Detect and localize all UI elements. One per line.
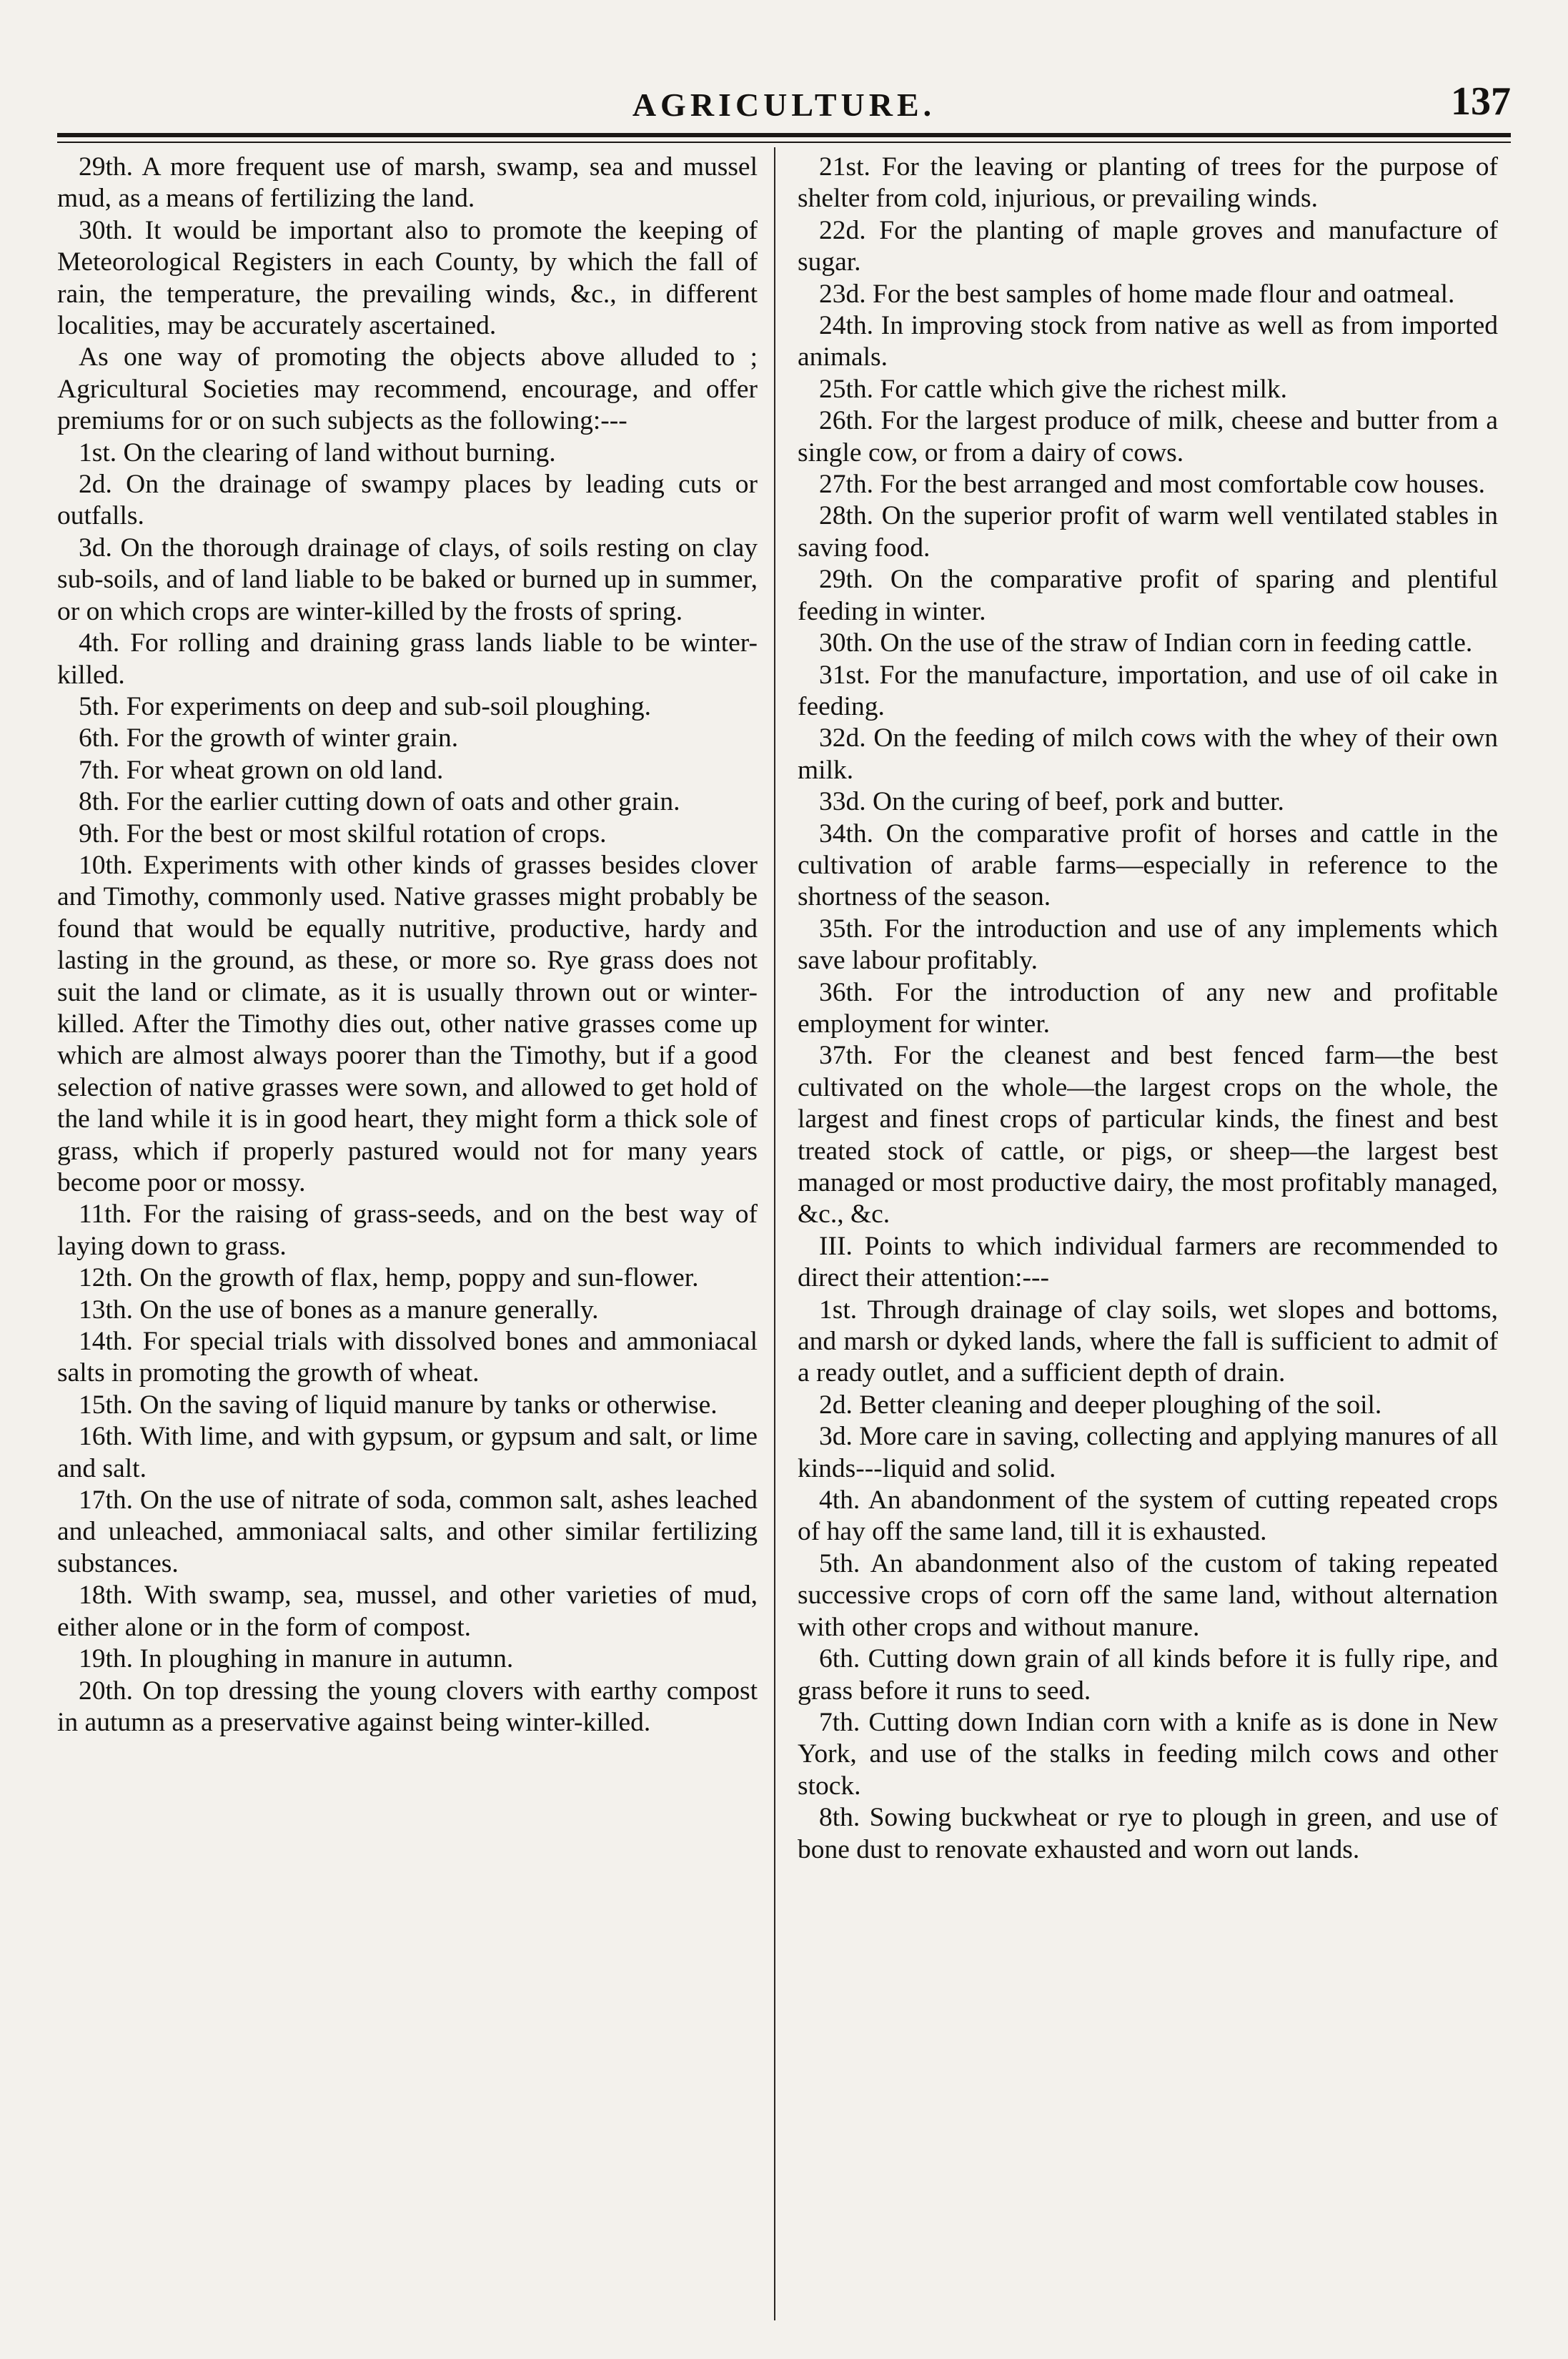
left-column: [57, 152, 758, 1739]
list-item: 8th. Sowing buckwheat or rye to plough in green, and use of bone dust to renovate exhausted and worn out lands.: [798, 1803, 1498, 1864]
list-item: 34th. On the comparative profit of horses and cattle in the cultivation of arable farms—especially in reference to the shortness of the season.: [798, 819, 1498, 912]
list-item: 7th. Cutting down Indian corn with a knife as is done in New York, and use of the stalks in feeding milch cows and other stock.: [798, 1707, 1498, 1801]
list-item: 26th. For the largest produce of milk, cheese and butter from a single cow, or from a dairy of cows.: [798, 406, 1498, 468]
header-rule-thick: [57, 133, 1511, 137]
list-item: 30th. On the use of the straw of Indian corn in feeding cattle.: [819, 628, 1473, 658]
list-item: 32d. On the feeding of milch cows with the whey of their own milk.: [798, 723, 1498, 785]
list-item: 29th. On the comparative profit of sparing and plentiful feeding in winter.: [798, 565, 1498, 626]
list-item: 4th. An abandonment of the system of cutting repeated crops of hay off the same land, till it is exhausted.: [798, 1485, 1498, 1547]
list-item: 21st. For the leaving or planting of trees for the purpose of shelter from cold, injurious, or prevailing winds.: [798, 152, 1498, 214]
list-item: 9th. For the best or most skilful rotation of crops.: [79, 819, 607, 849]
list-item: 17th. On the use of nitrate of soda, common salt, ashes leached and unleached, ammoniacal salts, and other similar fertilizing substances.: [57, 1485, 758, 1578]
list-item: 22d. For the planting of maple groves and manufacture of sugar.: [798, 215, 1498, 277]
list-item: 19th. In ploughing in manure in autumn.: [79, 1644, 514, 1674]
list-item: 25th. For cattle which give the richest milk.: [819, 374, 1288, 404]
list-item: 36th. For the introduction of any new and profitable employment for winter.: [798, 977, 1498, 1039]
list-item: 35th. For the introduction and use of any implements which save labour profitably.: [798, 914, 1498, 976]
list-item: 28th. On the superior profit of warm well ventilated stables in saving food.: [798, 501, 1498, 563]
column-divider: [774, 147, 775, 2320]
running-head: AGRICULTURE.: [632, 86, 936, 123]
list-item: 20th. On top dressing the young clovers with earthy compost in autumn as a preservative against being winter-killed.: [57, 1676, 758, 1737]
list-item: 18th. With swamp, sea, mussel, and other varieties of mud, either alone or in the form of compost.: [57, 1581, 758, 1642]
list-item: 2d. On the drainage of swampy places by leading cuts or outfalls.: [57, 470, 758, 531]
list-item: 15th. On the saving of liquid manure by tanks or otherwise.: [79, 1390, 718, 1420]
list-item: 24th. In improving stock from native as well as from imported animals.: [798, 311, 1498, 372]
list-item: 11th. For the raising of grass-seeds, and on the best way of laying down to grass.: [57, 1200, 758, 1261]
list-item: 27th. For the best arranged and most comfortable cow houses.: [819, 470, 1486, 500]
list-item: 8th. For the earlier cutting down of oats and other grain.: [79, 787, 680, 817]
paragraph: As one way of promoting the objects above alluded to ; Agricultural Societies may recommend, encourage, and offer premiums for or on such subjects as the following:---: [57, 342, 758, 436]
list-item: 5th. For experiments on deep and sub-soil ploughing.: [79, 691, 651, 721]
list-item: 7th. For wheat grown on old land.: [79, 755, 444, 785]
list-item: 13th. On the use of bones as a manure generally.: [79, 1295, 599, 1325]
list-item: 10th. Experiments with other kinds of grasses besides clover and Timothy, commonly used. Native grasses might probably be found that would be equally nutritive, productive, hardy and lasting in the ground, as these, or more so. Rye grass does not suit the land or climate, as it is usually thrown out or winter-killed. After the Timothy dies out, other native grasses come up which are almost always poorer than the Timothy, but if a good selection of native grasses were sown, and allowed to get hold of the land while it is in good heart, they might form a thick sole of grass, which if properly pastured would not for many years become poor or mossy.: [57, 850, 758, 1197]
paragraph: 30th. It would be important also to promote the keeping of Meteorological Registers in each County, by which the fall of rain, the temperature, the prevailing winds, &c., in different localities, may be accurately ascertained.: [57, 215, 758, 341]
list-item: 14th. For special trials with dissolved bones and ammoniacal salts in promoting the growth of wheat.: [57, 1327, 758, 1388]
list-item: 6th. For the growth of winter grain.: [79, 723, 459, 753]
list-item: 3d. More care in saving, collecting and applying manures of all kinds---liquid and solid.: [798, 1422, 1498, 1483]
page-header: [57, 74, 1511, 132]
list-item: 1st. Through drainage of clay soils, wet slopes and bottoms, and marsh or dyked lands, where the fall is sufficient to admit of a ready outlet, and a sufficient depth of drain.: [798, 1295, 1498, 1388]
list-item: 33d. On the curing of beef, pork and butter.: [819, 787, 1284, 817]
list-item: 37th. For the cleanest and best fenced farm—the best cultivated on the whole—the largest crops on the whole, the largest and finest crops of particular kinds, the finest and best treated stock of cattle, or pigs, or sheep—the largest best managed or most productive dairy, the most profitably managed, &c., &c.: [798, 1041, 1498, 1230]
list-item: 1st. On the clearing of land without burning.: [79, 437, 556, 468]
list-item: 5th. An abandonment also of the custom of taking repeated successive crops of corn off the same land, without alternation with other crops and without manure.: [798, 1548, 1498, 1642]
page-number: 137: [1451, 79, 1511, 124]
section-heading: III. Points to which individual farmers are recommended to direct their attention:---: [798, 1231, 1498, 1293]
list-item: 4th. For rolling and draining grass lands liable to be winter-killed.: [57, 628, 758, 690]
list-item: 31st. For the manufacture, importation, and use of oil cake in feeding.: [798, 660, 1498, 721]
paragraph: 29th. A more frequent use of marsh, swamp, sea and mussel mud, as a means of fertilizing the land.: [57, 152, 758, 214]
header-rule-thin: [57, 142, 1511, 143]
list-item: 16th. With lime, and with gypsum, or gypsum and salt, or lime and salt.: [57, 1422, 758, 1483]
list-item: 2d. Better cleaning and deeper ploughing of the soil.: [819, 1390, 1382, 1420]
list-item: 23d. For the best samples of home made flour and oatmeal.: [819, 279, 1455, 309]
list-item: 3d. On the thorough drainage of clays, of soils resting on clay sub-soils, and of land liable to be baked or burned up in summer, or on which crops are winter-killed by the frosts of spring.: [57, 533, 758, 626]
list-item: 12th. On the growth of flax, hemp, poppy and sun-flower.: [79, 1263, 699, 1293]
list-item: 6th. Cutting down grain of all kinds before it is fully ripe, and grass before it runs to seed.: [798, 1644, 1498, 1706]
right-column: [798, 152, 1498, 1866]
